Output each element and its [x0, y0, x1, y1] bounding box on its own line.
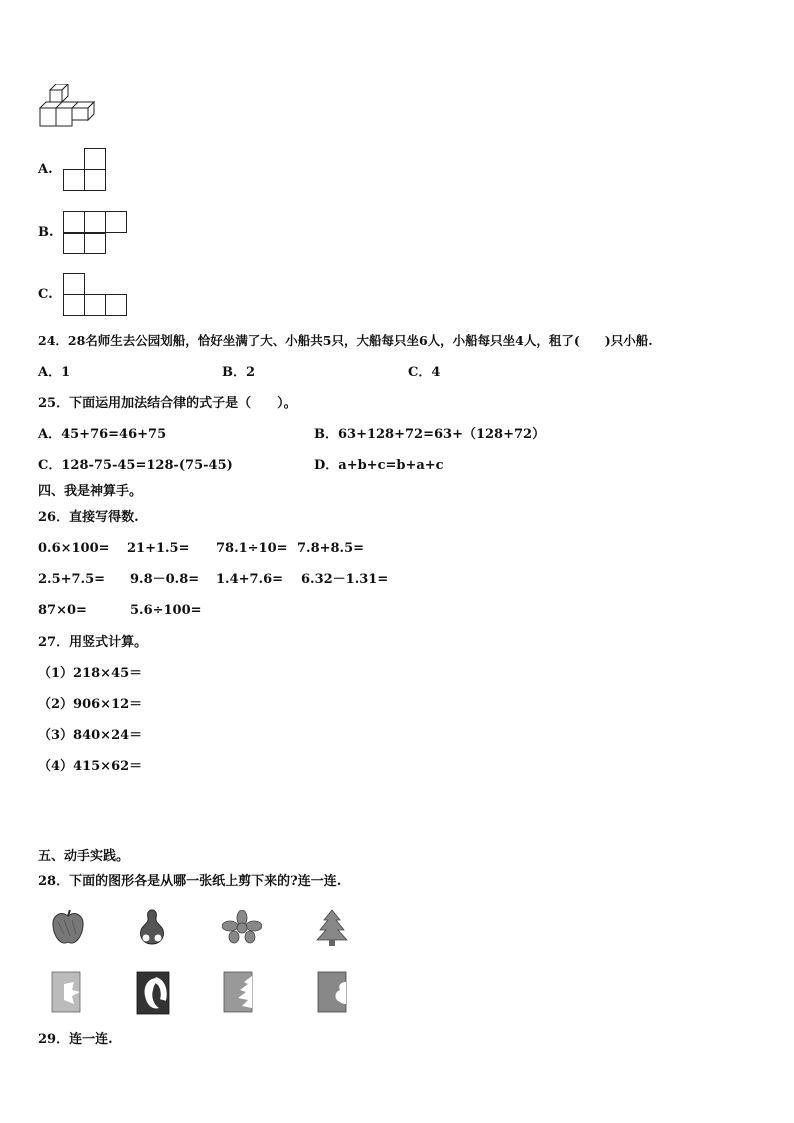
q27-text: 27．用竖式计算。	[38, 635, 148, 650]
q26-text: 26．直接写得数.	[38, 510, 139, 525]
paper-apple-cutout-icon[interactable]	[135, 970, 171, 1016]
view-square	[105, 294, 127, 316]
view-square	[63, 211, 85, 233]
vertical-calc-item: （2）906×12＝	[38, 697, 143, 712]
q24-option-c[interactable]: C．4	[408, 365, 441, 380]
q23-option-a-figure[interactable]	[63, 148, 107, 192]
paper-flower-cutout-icon[interactable]	[50, 970, 82, 1014]
vertical-calc-item: （1）218×45＝	[38, 666, 143, 681]
q23-option-c-figure[interactable]	[63, 273, 127, 317]
view-square	[105, 211, 127, 233]
vertical-calc-item: （3）840×24＝	[38, 728, 143, 743]
q25-option-c[interactable]: C．128-75-45=128-(75-45)	[38, 458, 233, 473]
paper-tree-cutout-icon[interactable]	[222, 970, 254, 1014]
q23-option-a-label: A.	[38, 162, 53, 177]
calc-item: 78.1÷10=	[216, 541, 288, 556]
calc-item: 5.6÷100=	[130, 603, 202, 618]
q25-option-b[interactable]: B．63+128+72=63+（128+72）	[314, 427, 546, 442]
calc-item: 21+1.5=	[127, 541, 190, 556]
q24-text: 24．28名师生去公园划船，恰好坐满了大、小船共5只，大船每只坐6人，小船每只坐4人，租了( )只小船.	[38, 333, 653, 348]
calc-item: 9.8－0.8=	[130, 572, 200, 587]
section-five-title: 五、动手实践。	[38, 849, 130, 864]
cube-stack-figure	[38, 84, 102, 130]
q29-text: 29．连一连.	[38, 1032, 113, 1047]
view-square	[63, 294, 85, 316]
calc-item: 87×0=	[38, 603, 87, 618]
view-square	[84, 169, 106, 191]
view-square	[84, 211, 106, 233]
calc-item: 2.5+7.5=	[38, 572, 106, 587]
view-square	[63, 232, 85, 254]
vertical-calc-item: （4）415×62＝	[38, 759, 143, 774]
section-four-title: 四、我是神算手。	[38, 484, 143, 499]
q23-option-c-label: C.	[38, 287, 53, 302]
q25-option-d[interactable]: D．a+b+c=b+a+c	[314, 458, 444, 473]
q23-option-b-figure[interactable]	[63, 211, 127, 255]
calc-item: 0.6×100=	[38, 541, 110, 556]
q25-option-a[interactable]: A．45+76=46+75	[38, 427, 167, 442]
view-square	[84, 232, 106, 254]
q24-option-b[interactable]: B．2	[222, 365, 256, 380]
calc-item: 7.8+8.5=	[297, 541, 365, 556]
apple-shape-icon[interactable]	[50, 908, 86, 948]
q25-text: 25．下面运用加法结合律的式子是（ ）。	[38, 396, 297, 411]
view-square	[84, 148, 106, 170]
view-square	[63, 169, 85, 191]
view-square	[84, 294, 106, 316]
view-square	[63, 273, 85, 295]
calc-item: 1.4+7.6=	[216, 572, 284, 587]
flower-shape-icon[interactable]	[222, 910, 262, 944]
calc-item: 6.32－1.31=	[301, 572, 389, 587]
q28-text: 28．下面的图形各是从哪一张纸上剪下来的?连一连.	[38, 874, 342, 889]
tree-shape-icon[interactable]	[314, 908, 350, 948]
gourd-shape-icon[interactable]	[136, 908, 168, 948]
q23-option-b-label: B.	[38, 225, 54, 240]
q24-option-a[interactable]: A．1	[38, 365, 71, 380]
paper-gourd-cutout-icon[interactable]	[316, 970, 348, 1014]
